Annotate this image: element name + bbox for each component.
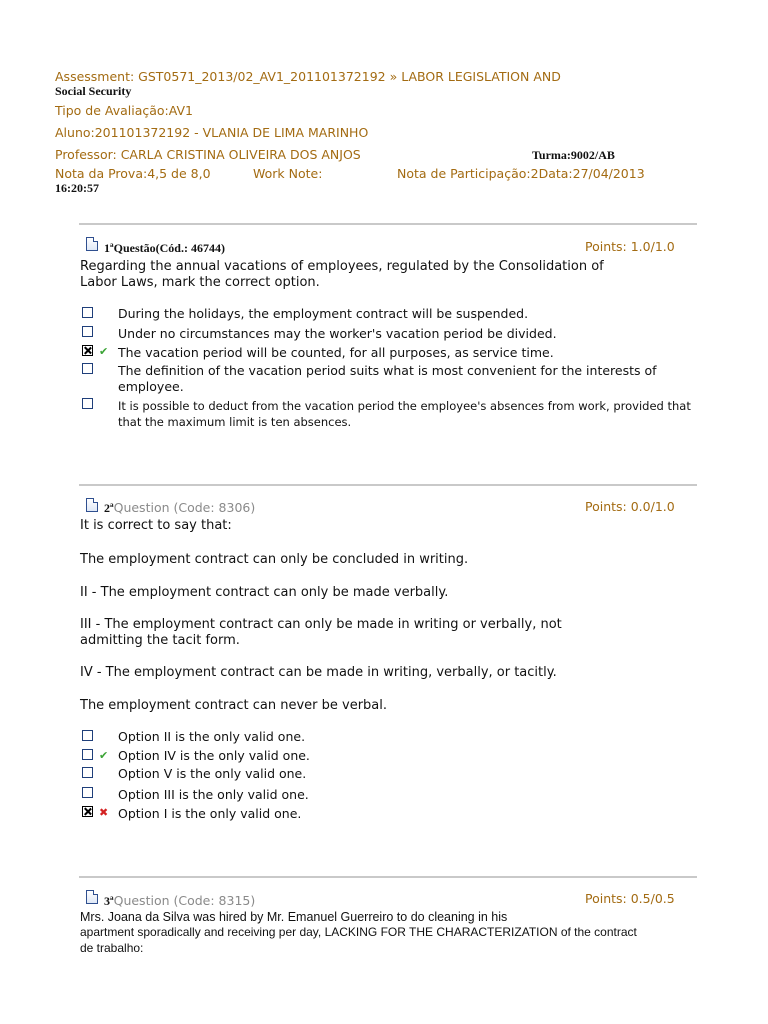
question-1-option-4-line-1[interactable]: The definition of the vacation period suits what is most convenient for the interests of <box>118 363 657 378</box>
question-2-statement-3-line-1: III - The employment contract can only be made in writing or verbally, not <box>80 617 562 632</box>
work-note: Work Note: <box>253 166 323 181</box>
question-1-stem-line-2: Labor Laws, mark the correct option. <box>80 275 320 290</box>
section-divider <box>79 484 697 486</box>
question-2-statement-2: II - The employment contract can only be made verbally. <box>80 585 449 600</box>
check-icon: ✔ <box>99 345 109 358</box>
question-2-stem-intro: It is correct to say that: <box>80 518 232 533</box>
assessment-subject: Social Security <box>55 84 132 98</box>
question-2-title <box>104 500 255 516</box>
document-icon <box>86 237 98 251</box>
checkbox-icon[interactable] <box>82 806 93 817</box>
check-icon: ✔ <box>99 749 109 762</box>
question-3-stem-line-3: de trabalho: <box>80 941 144 955</box>
question-1-option-1[interactable]: During the holidays, the employment contract will be suspended. <box>118 306 529 321</box>
question-2-statement-4: IV - The employment contract can be made in writing, verbally, or tacitly. <box>80 665 557 680</box>
question-1-title <box>104 240 225 256</box>
question-1-option-3[interactable]: The vacation period will be counted, for all purposes, as service time. <box>118 345 554 360</box>
question-2-option-3[interactable]: Option V is the only valid one. <box>118 766 307 781</box>
question-2-option-1[interactable]: Option II is the only valid one. <box>118 729 306 744</box>
question-3-title <box>104 893 255 909</box>
checkbox-icon[interactable] <box>82 749 93 760</box>
checkbox-icon[interactable] <box>82 326 93 337</box>
question-2-points: Points: 0.0/1.0 <box>585 499 675 514</box>
participation-grade-date: Nota de Participação:2Data:27/04/2013 <box>397 166 645 181</box>
question-1-option-5-line-1[interactable]: It is possible to deduct from the vacation period the employee's absences from work, provided that <box>118 399 691 413</box>
question-1-option-4-line-2[interactable]: employee. <box>118 379 184 394</box>
checkbox-icon[interactable] <box>82 730 93 741</box>
question-2-option-4[interactable]: Option III is the only valid one. <box>118 787 309 802</box>
question-1-stem-line-1: Regarding the annual vacations of employees, regulated by the Consolidation of <box>80 259 604 274</box>
question-code: Question (Code: 8315) <box>113 893 256 908</box>
question-number: 2ª <box>104 501 114 515</box>
assessment-title: Assessment: GST0571_2013/02_AV1_201101372192 » LABOR LEGISLATION AND <box>55 69 561 84</box>
checkbox-icon[interactable] <box>82 767 93 778</box>
professor-info: Professor: CARLA CRISTINA OLIVEIRA DOS ANJOS <box>55 147 361 162</box>
section-divider <box>79 223 697 225</box>
question-code: Question (Code: 8306) <box>113 500 256 515</box>
document-icon <box>86 498 98 512</box>
question-3-stem-line-1: Mrs. Joana da Silva was hired by Mr. Emanuel Guerreiro to do cleaning in his <box>80 910 508 924</box>
question-3-points: Points: 0.5/0.5 <box>585 891 675 906</box>
question-2-option-5[interactable]: Option I is the only valid one. <box>118 806 302 821</box>
document-icon <box>86 890 98 904</box>
x-icon: ✖ <box>99 806 109 819</box>
question-code: Questão(Cód.: 46744) <box>113 241 225 255</box>
exam-grade: Nota da Prova:4,5 de 8,0 <box>55 166 211 181</box>
checkbox-icon[interactable] <box>82 345 93 356</box>
exam-time: 16:20:57 <box>55 181 99 195</box>
question-2-statement-1: The employment contract can only be concluded in writing. <box>80 552 469 567</box>
checkbox-icon[interactable] <box>82 787 93 798</box>
checkbox-icon[interactable] <box>82 307 93 318</box>
question-number: 3ª <box>104 894 114 908</box>
checkbox-icon[interactable] <box>82 363 93 374</box>
question-1-option-5-line-2[interactable]: that the maximum limit is ten absences. <box>118 415 352 429</box>
section-divider <box>79 876 697 878</box>
question-1-option-2[interactable]: Under no circumstances may the worker's vacation period be divided. <box>118 326 557 341</box>
question-2-statement-3-line-2: admitting the tacit form. <box>80 633 240 648</box>
evaluation-type: Tipo de Avaliação:AV1 <box>55 103 194 118</box>
question-2-statement-5: The employment contract can never be verbal. <box>80 698 388 713</box>
question-1-points: Points: 1.0/1.0 <box>585 239 675 254</box>
question-number: 1ª <box>104 241 114 255</box>
question-2-option-2[interactable]: Option IV is the only valid one. <box>118 748 310 763</box>
checkbox-icon[interactable] <box>82 398 93 409</box>
class-info: Turma:9002/AB <box>532 148 615 162</box>
student-info: Aluno:201101372192 - VLANIA DE LIMA MARINHO <box>55 125 369 140</box>
question-3-stem-line-2: apartment sporadically and receiving per day, LACKING FOR THE CHARACTERIZATION of the contract <box>80 925 637 939</box>
